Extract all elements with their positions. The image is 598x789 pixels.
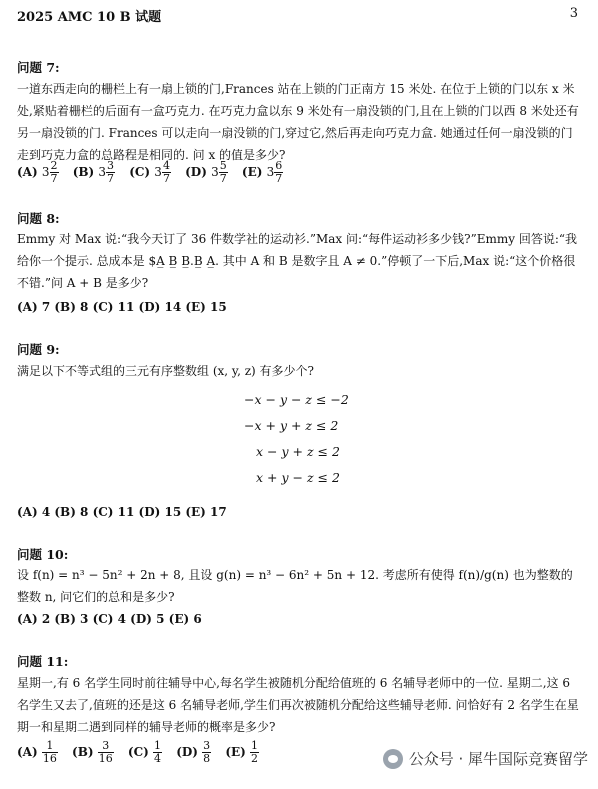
wechat-icon bbox=[383, 749, 403, 769]
page-title: 2025 AMC 10 B 试题 bbox=[17, 10, 162, 25]
problem-9-title: 问题 9: bbox=[17, 342, 60, 357]
page-number: 3 bbox=[569, 6, 578, 21]
watermark bbox=[383, 748, 588, 769]
problem-11-text: 星期一,有 6 名学生同时前往辅导中心,每名学生被随机分配给值班的 6 名辅导老师中的一位. 星期二,这 6 名学生又去了,值班的还是这 6 名辅导老师,学生们再次被随机分配给这些辅导老师. 问恰好有 2 名学生在星期一和星期二遇到同样的辅导老师的概率是多少? bbox=[17, 676, 579, 734]
choice-e: (E) 3 $\frac{6}{7}$ bbox=[241, 159, 283, 185]
problem-11-choices bbox=[17, 740, 269, 765]
problem-8-choices: (A) 7 (B) 8 (C) 11 (D) 14 (E) 15 bbox=[17, 300, 227, 314]
problem-10-choices: (A) 2 (B) 3 (C) 4 (D) 5 (E) 6 bbox=[17, 612, 202, 626]
choice-b: (B) 3 $\frac{3}{7}$ bbox=[72, 159, 115, 185]
choice-e: (E) $\frac{1}{2}$ bbox=[225, 739, 259, 765]
choice-c: (C) 3 $\frac{4}{7}$ bbox=[129, 159, 170, 185]
problem-7-text: 一道东西走向的栅栏上有一扇上锁的门,Frances 站在上锁的门正南方 15 米处. 在位于上锁的门以东 x 米处,紧贴着栅栏的后面有一盒巧克力. 在巧克力盒以东 9 米处有一扇没锁的门,且在上锁的门以西 8 米处还有另一扇没锁的门. Frances 可以走向一扇没锁的门,穿过它,然后再走向巧克力盒. 她通过任何一扇没锁的门走到巧克力盒的总路程是相同的. 问 x 的值是多少? bbox=[17, 82, 579, 162]
problem-7-choices bbox=[17, 160, 293, 185]
choice-d: (D) $\frac{3}{8}$ bbox=[176, 739, 211, 765]
problem-9-choices: (A) 4 (B) 8 (C) 11 (D) 15 (E) 17 bbox=[17, 505, 227, 519]
problem-11-title: 问题 11: bbox=[17, 654, 69, 669]
problem-7-title: 问题 7: bbox=[17, 60, 60, 75]
choice-c: (C) $\frac{1}{4}$ bbox=[127, 739, 162, 765]
page-header bbox=[17, 6, 578, 26]
problem-8-title: 问题 8: bbox=[17, 211, 60, 226]
watermark-text: 公众号 · 犀牛国际竞赛留学 bbox=[408, 750, 588, 768]
inequality-2: −x + y + z ≤ 2 bbox=[244, 418, 339, 433]
problem-10-title: 问题 10: bbox=[17, 547, 69, 562]
choice-b: (B) $\frac{3}{16}$ bbox=[72, 739, 113, 765]
problem-9-text: 满足以下不等式组的三元有序整数组 (x, y, z) 有多少个? bbox=[17, 364, 314, 378]
inequality-4: x + y − z ≤ 2 bbox=[256, 470, 340, 485]
choice-a: (A) 3 $\frac{2}{7}$ bbox=[17, 159, 58, 185]
choice-a: (A) $\frac{1}{16}$ bbox=[17, 739, 57, 765]
problem-8-text: Emmy 对 Max 说:“我今天订了 36 件数学社的运动衫.”Max 问:“每件运动衫多少钱?”Emmy 回答说:“我给你一个提示. 总成本是 $A̲ B̲ B̲.B̲ A̲. 其中 A 和 B 是数字且 A ≠ 0.”停顿了一下后,Max 说:“这个价格很不错.”问 A + B 是多少? bbox=[17, 232, 578, 290]
inequality-1: −x − y − z ≤ −2 bbox=[244, 392, 349, 407]
problem-10-text: 设 f(n) = n³ − 5n² + 2n + 8, 且设 g(n) = n³ − 6n² + 5n + 12. 考虑所有使得 f(n)/g(n) 也为整数的整数 n, 问它们的总和是多少? bbox=[17, 568, 573, 604]
choice-d: (D) 3 $\frac{5}{7}$ bbox=[185, 159, 227, 185]
inequality-3: x − y + z ≤ 2 bbox=[256, 444, 340, 459]
